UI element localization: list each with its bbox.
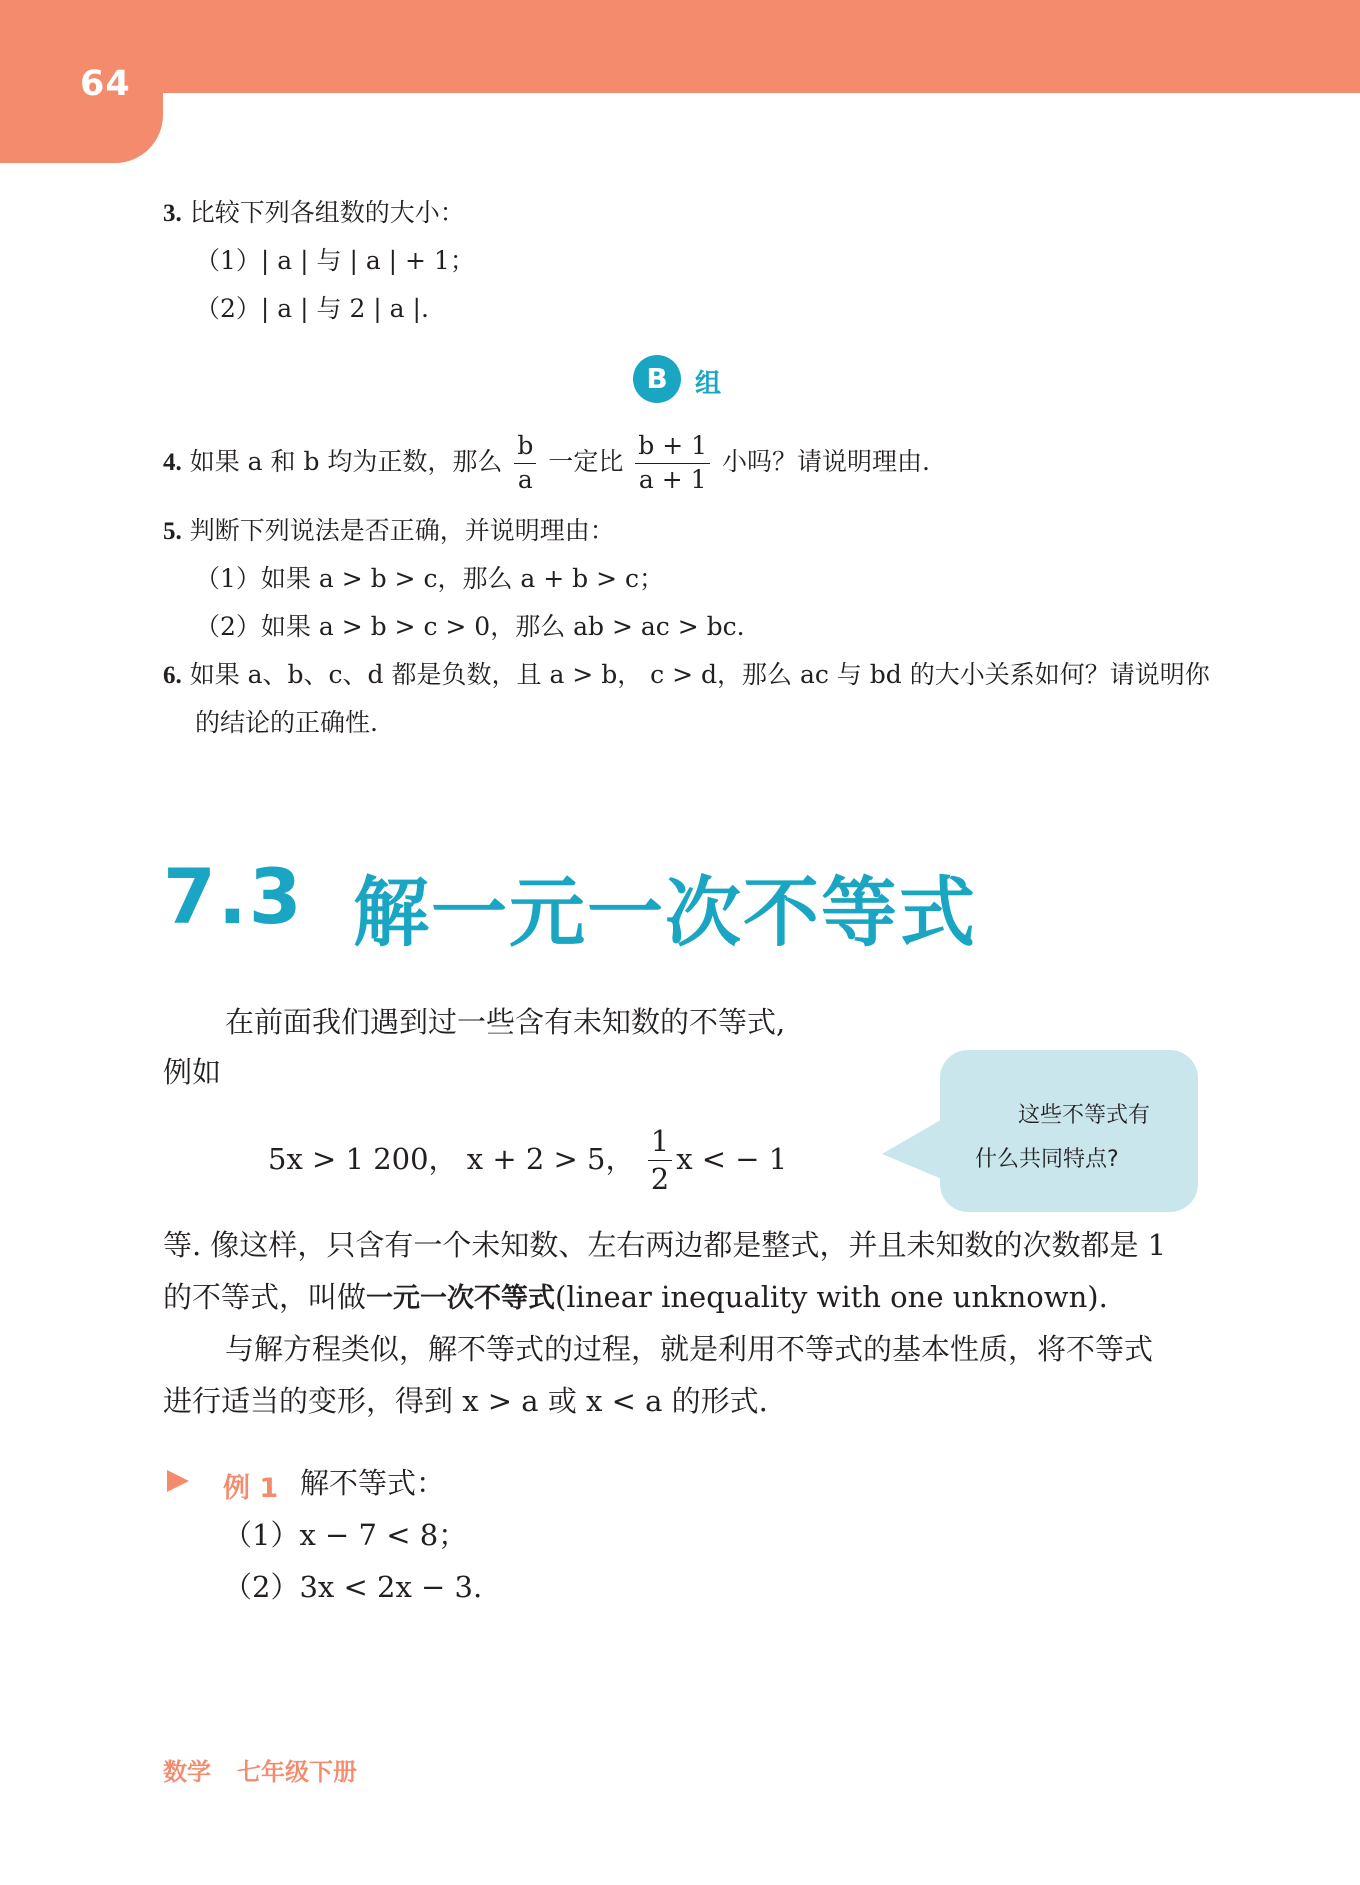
group-b-label: 组 [695, 369, 722, 399]
inequality-tail: x < − 1 [676, 1141, 788, 1176]
example-text: 解不等式： [300, 1466, 446, 1500]
page-number: 64 [80, 64, 131, 104]
fraction-numerator: b + 1 [635, 432, 710, 464]
key-term: 一元一次不等式 [366, 1283, 556, 1314]
exercise-text: 一定比 [548, 446, 624, 476]
exercise-6 [163, 660, 1210, 691]
exercise-text: 如果 a 和 b 均为正数，那么 [189, 446, 503, 476]
footer [163, 1752, 357, 1787]
example-part-2: （2）3x < 2x − 3. [223, 1570, 483, 1604]
exercise-5-part-2: （2）如果 a > b > c > 0，那么 ab > ac > bc. [195, 612, 745, 641]
footer-grade: 七年级下册 [237, 1758, 357, 1786]
exercise-5 [163, 516, 615, 547]
exercise-3 [163, 198, 465, 229]
definition-line-4: 进行适当的变形，得到 x > a 或 x < a 的形式. [163, 1384, 768, 1418]
footer-subject: 数学 [163, 1758, 211, 1786]
section-title: 解一元一次不等式 [353, 868, 977, 957]
exercise-number: 6. [163, 662, 182, 689]
exercise-text: 如果 a、b、c、d 都是负数，且 a > b， c > d，那么 ac 与 bd 的大小关系如何？请说明你 [189, 660, 1210, 689]
exercise-6-line-2: 的结论的正确性. [195, 708, 378, 737]
fraction-denominator: a [517, 464, 533, 494]
definition-line-3: 与解方程类似，解不等式的过程，就是利用不等式的基本性质，将不等式 [225, 1332, 1154, 1366]
triangle-arrow-icon [167, 1470, 189, 1492]
speech-bubble-tail [882, 1118, 944, 1180]
exercise-number: 3. [163, 200, 182, 227]
fraction-one-half [648, 1125, 672, 1197]
exercise-text: 判断下列说法是否正确，并说明理由： [189, 516, 615, 545]
bubble-line-1: 这些不等式有 [1018, 1103, 1151, 1128]
exercise-4 [163, 432, 930, 495]
fraction-denominator: a + 1 [638, 464, 707, 494]
intro-line-1: 在前面我们遇到过一些含有未知数的不等式, [225, 1005, 786, 1039]
inequality-list: 5x > 1 200， x + 2 > 5， [268, 1141, 635, 1176]
example-label: 例 1 [223, 1473, 279, 1504]
definition-line-2 [163, 1280, 1108, 1315]
fraction-b1-over-a1 [635, 432, 710, 495]
definition-text: 的不等式，叫做 [163, 1280, 367, 1314]
definition-line-1: 等. 像这样，只含有一个未知数、左右两边都是整式，并且未知数的次数都是 1 [163, 1228, 1167, 1262]
fraction-denominator: 2 [650, 1162, 670, 1197]
exercise-text: 小吗？请说明理由. [722, 446, 930, 476]
example-inequalities [268, 1125, 787, 1197]
exercise-5-part-1: （1）如果 a > b > c，那么 a + b > c； [195, 564, 664, 593]
fraction-numerator: b [514, 432, 536, 464]
exercise-number: 5. [163, 518, 182, 545]
exercise-3-part-1: （1）| a | 与 | a | + 1； [195, 246, 475, 275]
intro-line-2: 例如 [163, 1055, 222, 1089]
fraction-b-over-a [514, 432, 536, 495]
speech-bubble [940, 1050, 1198, 1212]
definition-text: (linear inequality with one unknown). [555, 1280, 1108, 1314]
section-number: 7.3 [163, 852, 304, 941]
fraction-numerator: 1 [648, 1125, 672, 1161]
exercise-number: 4. [163, 448, 182, 476]
exercise-text: 比较下列各组数的大小： [189, 198, 465, 227]
example-part-1: （1）x − 7 < 8； [223, 1518, 468, 1552]
exercise-3-part-2: （2）| a | 与 2 | a |. [195, 294, 429, 323]
header-band [0, 0, 1360, 93]
group-b-badge: B [633, 355, 681, 403]
bubble-line-2: 什么共同特点? [975, 1147, 1119, 1172]
